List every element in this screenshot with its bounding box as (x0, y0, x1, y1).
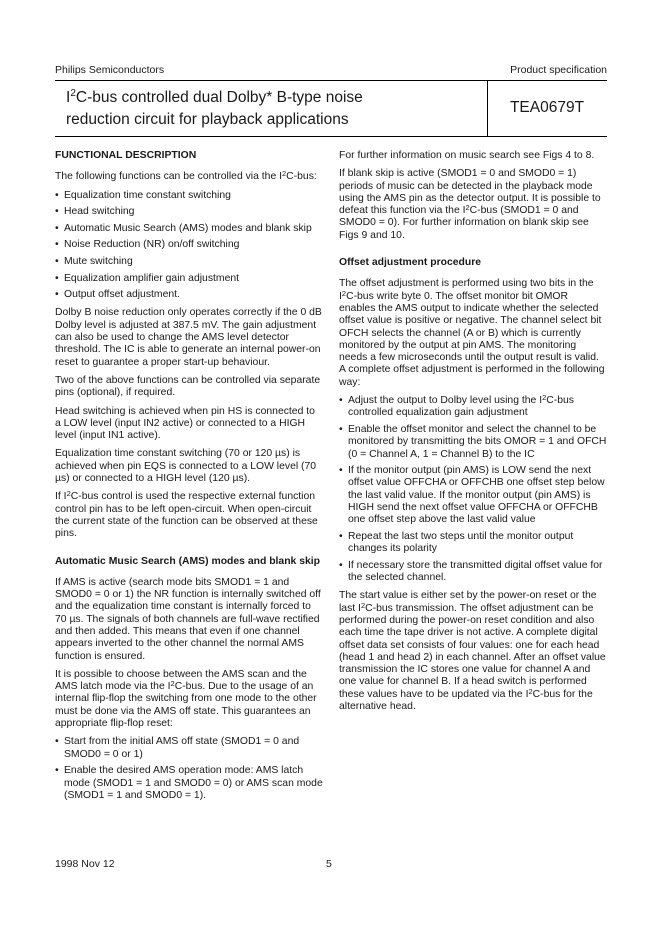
section-heading-functional-description: FUNCTIONAL DESCRIPTION (55, 150, 197, 161)
function-item: • Head switching (55, 206, 323, 218)
company-name: Philips Semiconductors (55, 64, 165, 76)
left-column (55, 150, 323, 808)
header-top-rule (55, 80, 607, 81)
title-line-1: $I^2C$-bus controlled dual Dolby* B-type noise (66, 88, 363, 106)
paragraph-blank-skip: If blank skip is active (SMOD1 = 0 and SMOD0 = 1) periods of music can be detected in the playback mode using the AMS pin as the detector output. It is possible to defeat this function via the $I^2C$-bus (SMOD1 = 0 and SMOD0 = 0). For further information on blank skip see Figs 9 and 10. (339, 168, 601, 241)
function-item: • Equalization amplifier gain adjustment (55, 273, 323, 285)
ams-steps-list (55, 736, 323, 802)
function-item: • Automatic Music Search (AMS) modes and blank skip (55, 223, 323, 235)
offset-step-item: • If the monitor output (pin AMS) is LOW send the next offset value OFFCHA or OFFCHB one offset step below the last valid value. If the monitor output (pin AMS) is HIGH send the next offset value OFFCHA or OFFCHB one offset step above the last valid value (339, 465, 607, 526)
offset-step-item: • Repeat the last two steps until the monitor output changes its polarity (339, 531, 607, 556)
paragraph-offset-procedure: The offset adjustment is performed using two bits in the $I^2C$-bus write byte 0. The offset monitor bit OMOR enables the AMS output to indicate whether the selected offset value is positive or negative. The channel select bit OFCH selects the channel (A or B) which is currently monitored by the output at pin AMS. The monitoring needs a few microseconds until the output result is valid. A complete offset adjustment is performed in the following way: (339, 278, 605, 388)
part-number: TEA0679T (509, 99, 585, 116)
section-heading-offset: Offset adjustment procedure (339, 257, 482, 269)
functions-intro: The following functions can be controlled via the $I^2C$-bus: (55, 169, 317, 183)
document-type: Product specification (510, 64, 607, 76)
paragraph-head-switching: Head switching is achieved when pin HS is connected to a LOW level (input IN2 active) or connected to a HIGH level (input IN1 active). (55, 405, 315, 442)
ams-step-item: • Start from the initial AMS off state (SMOD1 = 0 and SMOD0 = 0 or 1) (55, 736, 323, 761)
function-item: • Noise Reduction (NR) on/off switching (55, 239, 323, 251)
function-item: • Output offset adjustment. (55, 289, 323, 301)
paragraph-start-value: The start value is either set by the power-on reset or the last $I^2C$-bus transmission. The offset adjustment can be performed during the power-on reset condition and also each time the tape driver is not active. A complete digital offset data set consists of four values: one for each head (head 1 and head 2) in each channel. After an offset value transmission the IC stores one value for channel A and one value for channel B. If a head switch is performed these values have to be updated via the $I^2C$-bus for the alternative head. (339, 590, 606, 713)
function-item: • Mute switching (55, 256, 323, 268)
offset-step-item: • Adjust the output to Dolby level using the $I^2C$-bus controlled equalization gain adjustment (339, 395, 607, 420)
right-column (339, 150, 607, 719)
header-bottom-rule (55, 136, 607, 137)
paragraph-i2c-control: If $I^2C$-bus control is used the respective external function control pin has to be left open-circuit. When open-circuit the current state of the function can be observed at these pins. (55, 489, 318, 540)
page-number: 5 (326, 858, 332, 870)
document-title (66, 87, 476, 131)
section-heading-ams: Automatic Music Search (AMS) modes and blank skip (55, 555, 321, 567)
paragraph-ams-mode-choice: It is possible to choose between the AMS scan and the AMS latch mode via the $I^2C$-bus. Due to the usage of an internal flip-flop the switching from one mode to the other must be done via the AMS off state. This guarantees an appropriate flip-flop reset: (55, 668, 317, 730)
paragraph-dolby-level: Dolby B noise reduction only operates correctly if the 0 dB Dolby level is adjusted at 387.5 mV. The gain adjustment can also be used to change the AMS level detector threshold. The IC is able to generate an internal power-on reset to guarantee a proper start-up behaviour. (55, 307, 322, 368)
offset-steps-list (339, 395, 607, 584)
function-item: • Equalization time constant switching (55, 190, 323, 202)
footer-date: 1998 Nov 12 (55, 858, 115, 870)
title-line-2: reduction circuit for playback applications (66, 111, 349, 128)
paragraph-eq-switching: Equalization time constant switching (70 or 120 µs) is achieved when pin EQS is connected to a LOW level (70 µs) or connected to a HIGH level (120 µs). (55, 448, 317, 485)
offset-step-item: • If necessary store the transmitted digital offset value for the selected channel. (339, 560, 607, 585)
paragraph-separate-pins: Two of the above functions can be controlled via separate pins (optional), if required. (55, 374, 321, 399)
offset-step-item: • Enable the offset monitor and select the channel to be monitored by transmitting the bits OMOR = 1 and OFCH (0 = Channel A, 1 = Channel B) to the IC (339, 424, 607, 461)
paragraph-music-search-ref: For further information on music search see Figs 4 to 8. (339, 150, 595, 161)
paragraph-ams-active: If AMS is active (search mode bits SMOD1 = 1 and SMOD0 = 0 or 1) the NR function is internally switched off and the equalization time constant is internally forced to 70 µs. The signals of both channels are full-wave rectified and then added. This means that even if one channel appears inverted to the other channel the normal AMS function is ensured. (55, 576, 321, 662)
ams-step-item: • Enable the desired AMS operation mode: AMS latch mode (SMOD1 = 1 and SMOD0 = 0) or AMS scan mode (SMOD1 = 1 and SMOD0 = 1). (55, 765, 323, 802)
function-list (55, 190, 323, 302)
